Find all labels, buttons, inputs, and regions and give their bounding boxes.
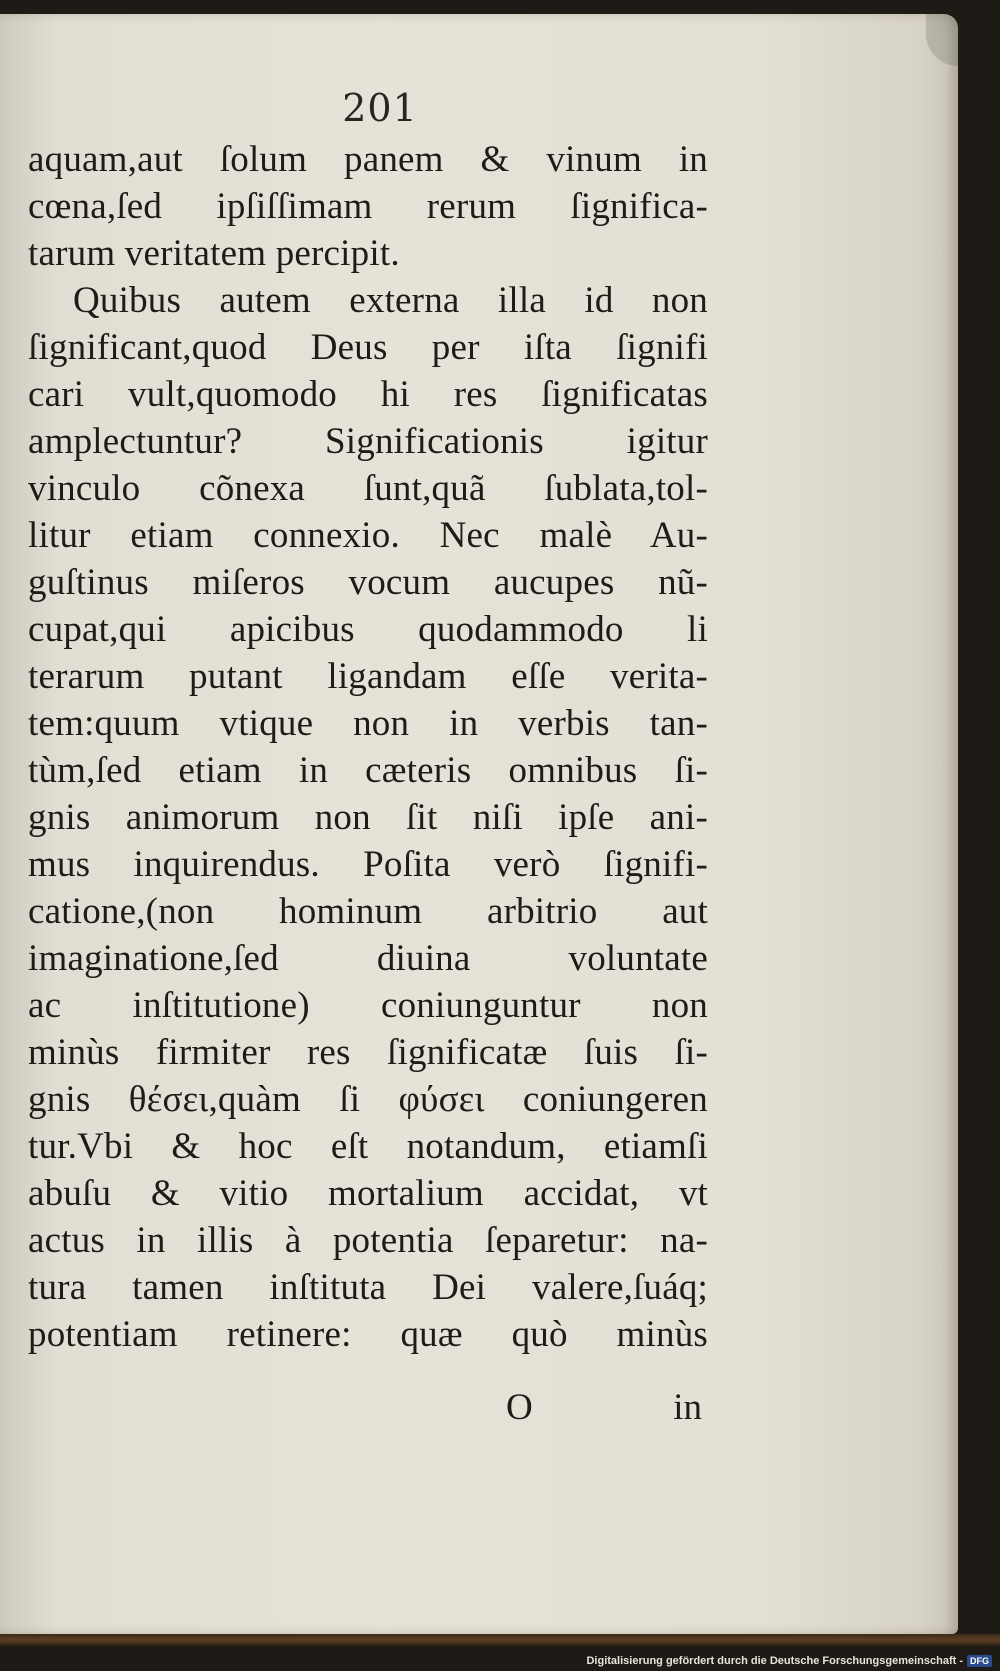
catchword: in <box>673 1387 702 1428</box>
text-line: litur etiam connexio. Nec malè Au- <box>28 515 708 556</box>
text-line: cari vult,quomodo hi res ſignificatas <box>28 374 708 415</box>
text-line: Quibus autem externa illa id non <box>73 280 708 321</box>
digitization-credit <box>586 1652 992 1669</box>
body-text <box>28 136 708 1358</box>
catchword-line <box>28 1384 708 1431</box>
text-line: cœna,ſed ipſiſſimam rerum ſignifica- <box>28 186 708 227</box>
text-line: cupat,qui apicibus quodammodo li <box>28 609 708 650</box>
text-line: tur.Vbi & hoc eſt notandum, etiamſi <box>28 1126 708 1167</box>
text-line: abuſu & vitio mortalium accidat, vt <box>28 1173 708 1214</box>
text-line: guſtinus miſeros vocum aucupes nũ- <box>28 562 708 603</box>
signature-mark: O <box>506 1387 533 1428</box>
credit-text: Digitalisierung gefördert durch die Deutsche Forschungsgemeinschaft - <box>586 1654 963 1667</box>
page-number: 201 <box>342 86 418 130</box>
text-line: tem:quum vtique non in verbis tan- <box>28 703 708 744</box>
text-line: gnis θέσει,quàm ſi φύσει coniungeren <box>28 1079 708 1120</box>
text-line: minùs firmiter res ſignificatæ ſuis ſi- <box>28 1032 708 1073</box>
text-line: actus in illis à potentia ſeparetur: na- <box>28 1220 708 1261</box>
text-line: potentiam retinere: quæ quò minùs <box>28 1314 708 1355</box>
text-line: mus inquirendus. Poſita verò ſignifi- <box>28 844 708 885</box>
text-line: gnis animorum non ſit niſi ipſe ani- <box>28 797 708 838</box>
text-line: tura tamen inſtituta Dei valere,ſuáq; <box>28 1267 708 1308</box>
book-edge <box>0 1634 1000 1646</box>
book-page <box>0 14 958 1634</box>
text-line: catione,(non hominum arbitrio aut <box>28 891 708 932</box>
text-line: tùm,ſed etiam in cæteris omnibus ſi- <box>28 750 708 791</box>
text-line: ſignificant,quod Deus per iſta ſignifi <box>28 327 708 368</box>
text-line: terarum putant ligandam eſſe verita- <box>28 656 708 697</box>
text-line: aquam,aut ſolum panem & vinum in <box>28 139 708 180</box>
text-line: imaginatione,ſed diuina voluntate <box>28 938 708 979</box>
text-line: tarum veritatem percipit. <box>28 233 400 274</box>
dfg-logo: DFG <box>967 1655 992 1667</box>
text-line: vinculo cõnexa ſunt,quã ſublata,tol- <box>28 468 708 509</box>
text-line: ac inſtitutione) coniunguntur non <box>28 985 708 1026</box>
text-line: amplectuntur? Significationis igitur <box>28 421 708 462</box>
